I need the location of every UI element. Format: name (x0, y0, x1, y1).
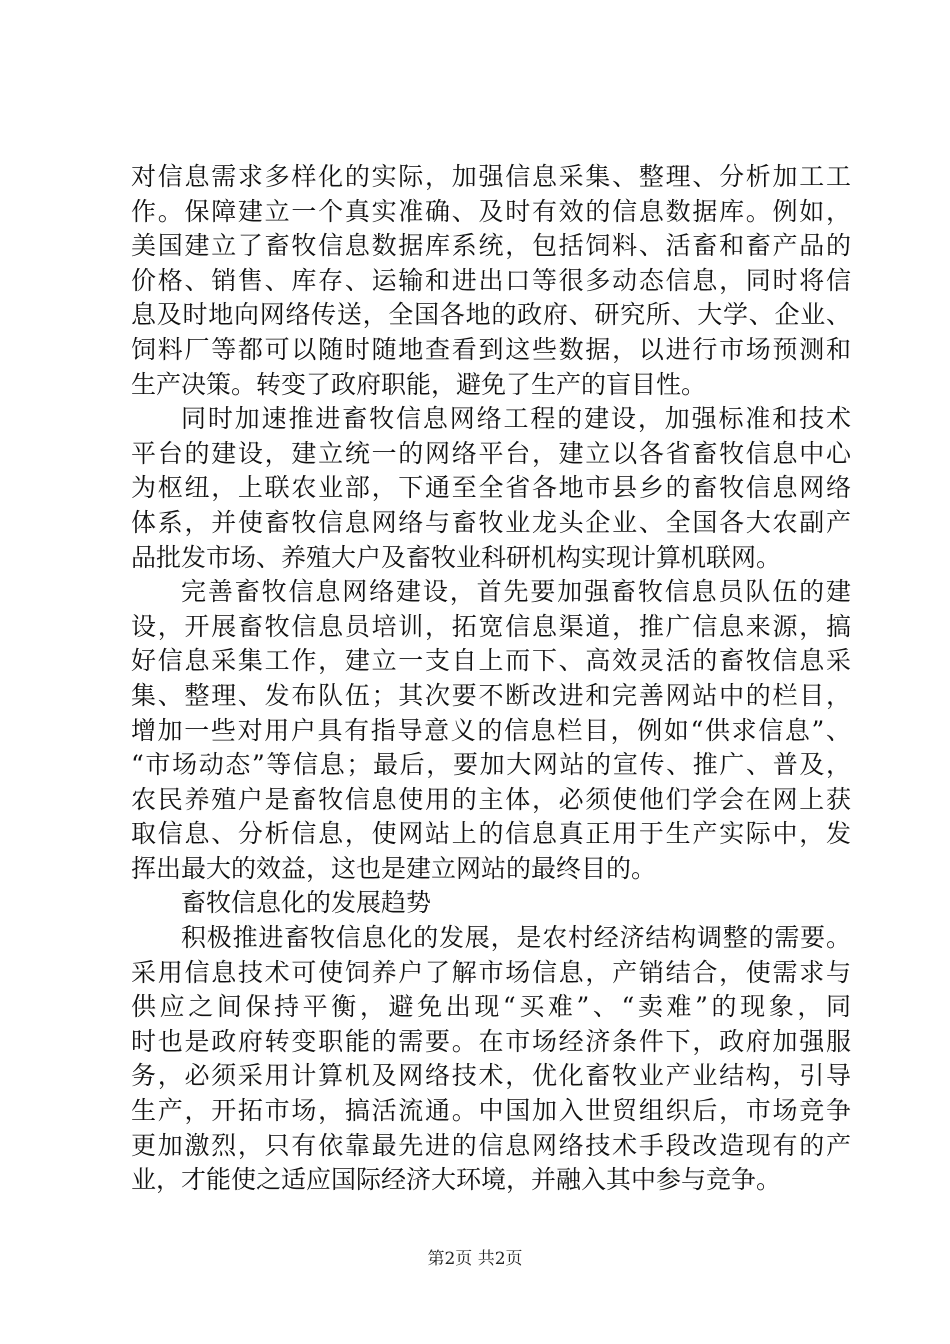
text-line: 价格、销售、库存、运输和进出口等很多动态信息，同时将信 (131, 265, 851, 295)
text-line: 积极推进畜牧信息化的发展，是农村经济结构调整的需要。 (181, 923, 851, 953)
text-line: 生产，开拓市场，搞活流通。中国加入世贸组织后，市场竞争 (131, 1096, 851, 1126)
text-line: 为枢纽，上联农业部，下通至全省各地市县乡的畜牧信息网络 (131, 473, 851, 503)
text-line: 供应之间保持平衡，避免出现“买难”、“卖难”的现象，同 (131, 992, 851, 1022)
text-line: 更加激烈，只有依靠最先进的信息网络技术手段改造现有的产 (131, 1130, 851, 1160)
document-body (131, 160, 851, 1198)
text-line: 好信息采集工作，建立一支自上而下、高效灵活的畜牧信息采 (131, 646, 851, 676)
text-line: 时也是政府转变职能的需要。在市场经济条件下，政府加强服 (131, 1026, 851, 1056)
text-line: “市场动态”等信息；最后，要加大网站的宣传、推广、普及， (131, 750, 851, 780)
text-line: 品批发市场、养殖大户及畜牧业科研机构实现计算机联网。 (131, 542, 782, 572)
text-line: 对信息需求多样化的实际，加强信息采集、整理、分析加工工 (131, 162, 851, 191)
text-line: 平台的建设，建立统一的网络平台，建立以各省畜牧信息中心 (131, 438, 851, 468)
text-line: 息及时地向网络传送，全国各地的政府、研究所、大学、企业、 (131, 300, 851, 330)
text-line: 同时加速推进畜牧信息网络工程的建设，加强标准和技术 (181, 404, 851, 434)
text-line: 业，才能使之适应国际经济大环境，并融入其中参与竞争。 (131, 1165, 782, 1195)
text-line: 设，开展畜牧信息员培训，拓宽信息渠道，推广信息来源，搞 (131, 611, 851, 641)
text-line: 采用信息技术可使饲养户了解市场信息，产销结合，使需求与 (131, 957, 851, 987)
text-line: 务，必须采用计算机及网络技术，优化畜牧业产业结构，引导 (131, 1061, 851, 1091)
text-line: 生产决策。转变了政府职能，避免了生产的盲目性。 (131, 369, 707, 399)
paragraph-2 (131, 402, 851, 575)
paragraph-1 (131, 160, 851, 402)
text-line: 美国建立了畜牧信息数据库系统，包括饲料、活畜和畜产品的 (131, 231, 851, 261)
text-line: 集、整理、发布队伍；其次要不断改进和完善网站中的栏目， (131, 680, 851, 710)
paragraph-4 (131, 921, 851, 1198)
text-line: 作。保障建立一个真实准确、及时有效的信息数据库。例如， (131, 196, 851, 226)
text-line: 取信息、分析信息，使网站上的信息真正用于生产实际中，发 (131, 819, 851, 849)
text-line: 饲料厂等都可以随时随地查看到这些数据，以进行市场预测和 (131, 334, 851, 364)
text-line: 农民养殖户是畜牧信息使用的主体，必须使他们学会在网上获 (131, 784, 851, 814)
text-line: 体系，并使畜牧信息网络与畜牧业龙头企业、全国各大农副产 (131, 507, 851, 537)
text-line: 挥出最大的效益，这也是建立网站的最终目的。 (131, 853, 657, 883)
paragraph-3 (131, 575, 851, 886)
section-heading: 畜牧信息化的发展趋势 (181, 888, 432, 918)
page-number-footer: 第2页 共2页 (427, 1249, 523, 1269)
text-line: 完善畜牧信息网络建设，首先要加强畜牧信息员队伍的建 (181, 577, 851, 607)
text-line: 增加一些对用户具有指导意义的信息栏目，例如“供求信息”、 (131, 715, 851, 745)
